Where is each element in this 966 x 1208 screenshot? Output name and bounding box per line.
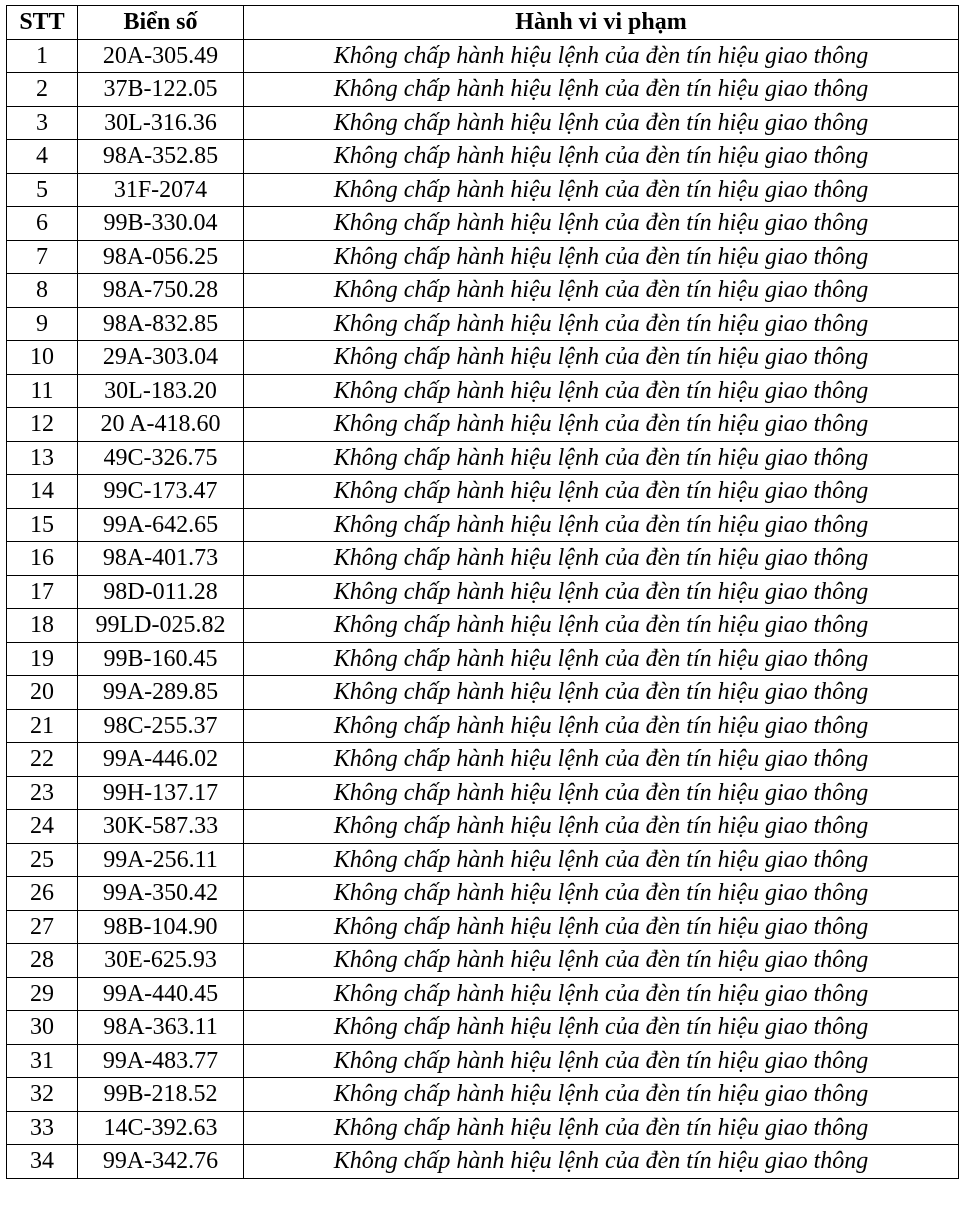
table-header bbox=[7, 6, 959, 40]
table-row bbox=[7, 575, 959, 609]
license-plate-cell: 99A-289.85 bbox=[78, 676, 244, 710]
table-row bbox=[7, 140, 959, 174]
row-number-cell: 6 bbox=[7, 207, 78, 241]
violation-cell: Không chấp hành hiệu lệnh của đèn tín hiệu giao thông bbox=[244, 73, 959, 107]
violation-cell: Không chấp hành hiệu lệnh của đèn tín hiệu giao thông bbox=[244, 676, 959, 710]
violation-cell: Không chấp hành hiệu lệnh của đèn tín hiệu giao thông bbox=[244, 575, 959, 609]
license-plate-cell: 99B-218.52 bbox=[78, 1078, 244, 1112]
violation-cell: Không chấp hành hiệu lệnh của đèn tín hiệu giao thông bbox=[244, 944, 959, 978]
violation-cell: Không chấp hành hiệu lệnh của đèn tín hiệu giao thông bbox=[244, 1044, 959, 1078]
table-row bbox=[7, 877, 959, 911]
violation-cell: Không chấp hành hiệu lệnh của đèn tín hiệu giao thông bbox=[244, 408, 959, 442]
row-number-cell: 3 bbox=[7, 106, 78, 140]
row-number-cell: 27 bbox=[7, 910, 78, 944]
violation-cell: Không chấp hành hiệu lệnh của đèn tín hiệu giao thông bbox=[244, 39, 959, 73]
license-plate-cell: 99A-483.77 bbox=[78, 1044, 244, 1078]
violation-cell: Không chấp hành hiệu lệnh của đèn tín hiệu giao thông bbox=[244, 642, 959, 676]
row-number-cell: 28 bbox=[7, 944, 78, 978]
license-plate-cell: 31F-2074 bbox=[78, 173, 244, 207]
table-row bbox=[7, 475, 959, 509]
license-plate-cell: 29A-303.04 bbox=[78, 341, 244, 375]
table-row bbox=[7, 944, 959, 978]
row-number-cell: 7 bbox=[7, 240, 78, 274]
table-row bbox=[7, 106, 959, 140]
row-number-cell: 26 bbox=[7, 877, 78, 911]
license-plate-cell: 98B-104.90 bbox=[78, 910, 244, 944]
row-number-cell: 18 bbox=[7, 609, 78, 643]
row-number-cell: 17 bbox=[7, 575, 78, 609]
license-plate-cell: 99A-256.11 bbox=[78, 843, 244, 877]
violation-cell: Không chấp hành hiệu lệnh của đèn tín hiệu giao thông bbox=[244, 1145, 959, 1179]
violation-cell: Không chấp hành hiệu lệnh của đèn tín hiệu giao thông bbox=[244, 508, 959, 542]
violation-cell: Không chấp hành hiệu lệnh của đèn tín hiệu giao thông bbox=[244, 977, 959, 1011]
row-number-cell: 9 bbox=[7, 307, 78, 341]
license-plate-cell: 98D-011.28 bbox=[78, 575, 244, 609]
row-number-cell: 4 bbox=[7, 140, 78, 174]
violation-cell: Không chấp hành hiệu lệnh của đèn tín hiệu giao thông bbox=[244, 1011, 959, 1045]
license-plate-cell: 98C-255.37 bbox=[78, 709, 244, 743]
table-row bbox=[7, 676, 959, 710]
row-number-cell: 1 bbox=[7, 39, 78, 73]
table-row bbox=[7, 173, 959, 207]
license-plate-cell: 30K-587.33 bbox=[78, 810, 244, 844]
row-number-cell: 8 bbox=[7, 274, 78, 308]
violation-cell: Không chấp hành hiệu lệnh của đèn tín hiệu giao thông bbox=[244, 441, 959, 475]
table-row bbox=[7, 1011, 959, 1045]
table-row bbox=[7, 843, 959, 877]
license-plate-cell: 99A-642.65 bbox=[78, 508, 244, 542]
license-plate-cell: 30E-625.93 bbox=[78, 944, 244, 978]
header-row bbox=[7, 6, 959, 40]
license-plate-cell: 98A-352.85 bbox=[78, 140, 244, 174]
row-number-cell: 24 bbox=[7, 810, 78, 844]
table-row bbox=[7, 542, 959, 576]
violation-cell: Không chấp hành hiệu lệnh của đèn tín hiệu giao thông bbox=[244, 609, 959, 643]
table-row bbox=[7, 307, 959, 341]
row-number-cell: 2 bbox=[7, 73, 78, 107]
license-plate-cell: 99A-440.45 bbox=[78, 977, 244, 1011]
row-number-cell: 5 bbox=[7, 173, 78, 207]
license-plate-cell: 99H-137.17 bbox=[78, 776, 244, 810]
table-row bbox=[7, 743, 959, 777]
license-plate-cell: 98A-750.28 bbox=[78, 274, 244, 308]
license-plate-cell: 37B-122.05 bbox=[78, 73, 244, 107]
violation-cell: Không chấp hành hiệu lệnh của đèn tín hiệu giao thông bbox=[244, 274, 959, 308]
license-plate-cell: 99B-160.45 bbox=[78, 642, 244, 676]
row-number-cell: 11 bbox=[7, 374, 78, 408]
table-row bbox=[7, 274, 959, 308]
violation-cell: Không chấp hành hiệu lệnh của đèn tín hiệu giao thông bbox=[244, 374, 959, 408]
license-plate-cell: 98A-832.85 bbox=[78, 307, 244, 341]
violation-cell: Không chấp hành hiệu lệnh của đèn tín hiệu giao thông bbox=[244, 910, 959, 944]
row-number-cell: 20 bbox=[7, 676, 78, 710]
table-row bbox=[7, 810, 959, 844]
violation-cell: Không chấp hành hiệu lệnh của đèn tín hiệu giao thông bbox=[244, 106, 959, 140]
license-plate-cell: 98A-056.25 bbox=[78, 240, 244, 274]
violation-cell: Không chấp hành hiệu lệnh của đèn tín hiệu giao thông bbox=[244, 843, 959, 877]
violation-cell: Không chấp hành hiệu lệnh của đèn tín hiệu giao thông bbox=[244, 810, 959, 844]
row-number-cell: 22 bbox=[7, 743, 78, 777]
row-number-cell: 13 bbox=[7, 441, 78, 475]
violation-cell: Không chấp hành hiệu lệnh của đèn tín hiệu giao thông bbox=[244, 877, 959, 911]
table-row bbox=[7, 1044, 959, 1078]
license-plate-cell: 14C-392.63 bbox=[78, 1111, 244, 1145]
violation-cell: Không chấp hành hiệu lệnh của đèn tín hiệu giao thông bbox=[244, 341, 959, 375]
violation-cell: Không chấp hành hiệu lệnh của đèn tín hiệu giao thông bbox=[244, 709, 959, 743]
violations-table bbox=[6, 5, 959, 1179]
violation-cell: Không chấp hành hiệu lệnh của đèn tín hiệu giao thông bbox=[244, 240, 959, 274]
table-body bbox=[7, 39, 959, 1178]
row-number-cell: 32 bbox=[7, 1078, 78, 1112]
row-number-cell: 16 bbox=[7, 542, 78, 576]
table-row bbox=[7, 609, 959, 643]
violation-cell: Không chấp hành hiệu lệnh của đèn tín hiệu giao thông bbox=[244, 207, 959, 241]
license-plate-cell: 99LD-025.82 bbox=[78, 609, 244, 643]
row-number-cell: 33 bbox=[7, 1111, 78, 1145]
violation-cell: Không chấp hành hiệu lệnh của đèn tín hiệu giao thông bbox=[244, 776, 959, 810]
table-row bbox=[7, 910, 959, 944]
violation-cell: Không chấp hành hiệu lệnh của đèn tín hiệu giao thông bbox=[244, 140, 959, 174]
table-row bbox=[7, 441, 959, 475]
license-plate-cell: 49C-326.75 bbox=[78, 441, 244, 475]
row-number-cell: 14 bbox=[7, 475, 78, 509]
license-plate-cell: 99A-342.76 bbox=[78, 1145, 244, 1179]
license-plate-cell: 99C-173.47 bbox=[78, 475, 244, 509]
table-row bbox=[7, 1111, 959, 1145]
violation-cell: Không chấp hành hiệu lệnh của đèn tín hiệu giao thông bbox=[244, 1078, 959, 1112]
table-row bbox=[7, 207, 959, 241]
table-row bbox=[7, 1078, 959, 1112]
row-number-cell: 34 bbox=[7, 1145, 78, 1179]
violation-cell: Không chấp hành hiệu lệnh của đèn tín hiệu giao thông bbox=[244, 1111, 959, 1145]
license-plate-cell: 30L-316.36 bbox=[78, 106, 244, 140]
row-number-cell: 29 bbox=[7, 977, 78, 1011]
table-row bbox=[7, 1145, 959, 1179]
license-plate-cell: 30L-183.20 bbox=[78, 374, 244, 408]
table-row bbox=[7, 73, 959, 107]
table-row bbox=[7, 642, 959, 676]
violation-cell: Không chấp hành hiệu lệnh của đèn tín hiệu giao thông bbox=[244, 307, 959, 341]
license-plate-cell: 20A-305.49 bbox=[78, 39, 244, 73]
row-number-cell: 10 bbox=[7, 341, 78, 375]
violation-cell: Không chấp hành hiệu lệnh của đèn tín hiệu giao thông bbox=[244, 173, 959, 207]
license-plate-cell: 99B-330.04 bbox=[78, 207, 244, 241]
table-row bbox=[7, 977, 959, 1011]
row-number-cell: 31 bbox=[7, 1044, 78, 1078]
column-header-stt: STT bbox=[7, 6, 78, 40]
row-number-cell: 25 bbox=[7, 843, 78, 877]
row-number-cell: 30 bbox=[7, 1011, 78, 1045]
violation-cell: Không chấp hành hiệu lệnh của đèn tín hiệu giao thông bbox=[244, 542, 959, 576]
column-header-plate: Biển số bbox=[78, 6, 244, 40]
row-number-cell: 19 bbox=[7, 642, 78, 676]
table-row bbox=[7, 508, 959, 542]
table-row bbox=[7, 709, 959, 743]
license-plate-cell: 98A-363.11 bbox=[78, 1011, 244, 1045]
row-number-cell: 21 bbox=[7, 709, 78, 743]
row-number-cell: 15 bbox=[7, 508, 78, 542]
row-number-cell: 23 bbox=[7, 776, 78, 810]
column-header-violation: Hành vi vi phạm bbox=[244, 6, 959, 40]
license-plate-cell: 99A-350.42 bbox=[78, 877, 244, 911]
license-plate-cell: 20 A-418.60 bbox=[78, 408, 244, 442]
table-row bbox=[7, 374, 959, 408]
violation-cell: Không chấp hành hiệu lệnh của đèn tín hiệu giao thông bbox=[244, 475, 959, 509]
violation-cell: Không chấp hành hiệu lệnh của đèn tín hiệu giao thông bbox=[244, 743, 959, 777]
row-number-cell: 12 bbox=[7, 408, 78, 442]
license-plate-cell: 98A-401.73 bbox=[78, 542, 244, 576]
table-row bbox=[7, 240, 959, 274]
table-row bbox=[7, 39, 959, 73]
table-row bbox=[7, 776, 959, 810]
table-row bbox=[7, 341, 959, 375]
table-row bbox=[7, 408, 959, 442]
license-plate-cell: 99A-446.02 bbox=[78, 743, 244, 777]
